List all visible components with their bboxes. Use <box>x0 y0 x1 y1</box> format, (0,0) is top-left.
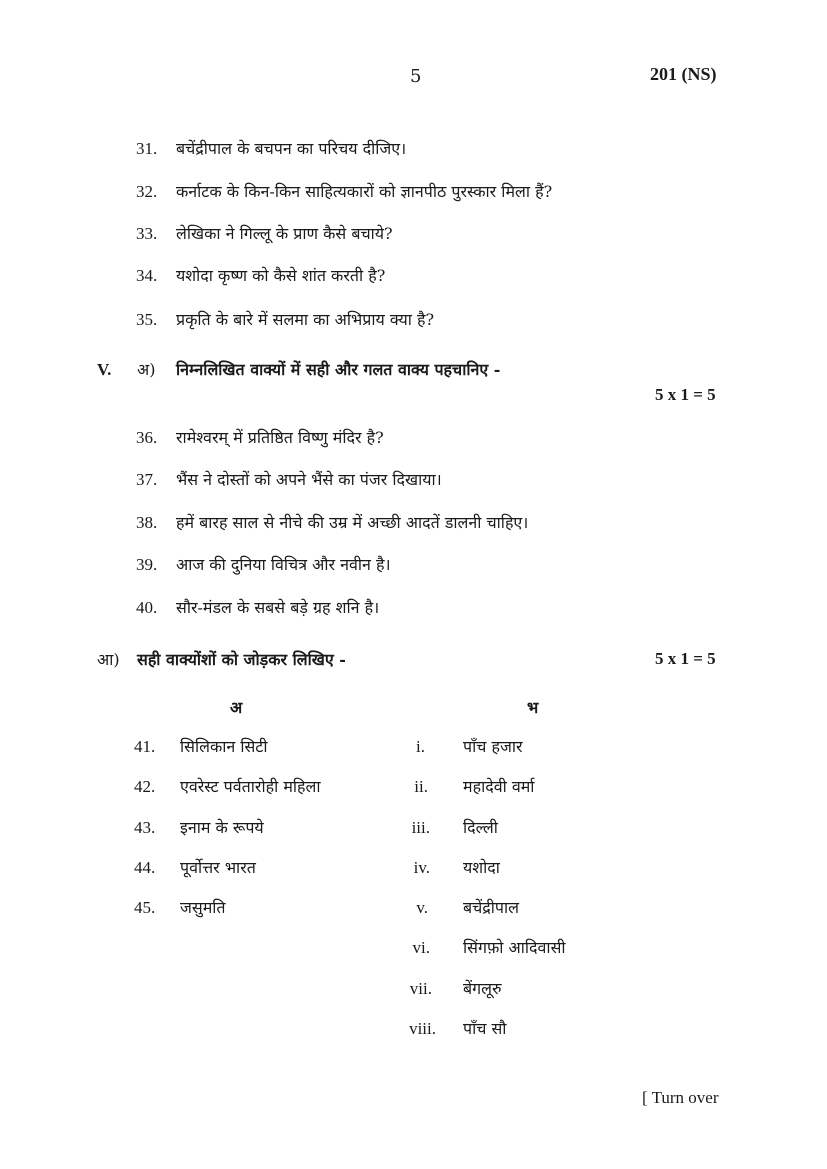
question-text: यशोदा कृष्ण को कैसे शांत करती है? <box>176 266 386 285</box>
question-number: 35. <box>136 310 158 329</box>
column-a-header: अ <box>230 698 243 717</box>
question-number: 34. <box>136 266 158 285</box>
paper-code: 201 (NS) <box>650 64 717 84</box>
item-text: इनाम के रूपये <box>180 818 264 837</box>
item-number: 41. <box>134 737 156 756</box>
section-instruction: निम्नलिखित वाक्यों में सही और गलत वाक्य पहचानिए - <box>176 360 501 379</box>
section-sub-label: अ) <box>137 360 156 379</box>
item-number: v. <box>416 898 428 917</box>
item-text: दिल्ली <box>463 818 498 837</box>
item-text: यशोदा <box>463 858 500 877</box>
question-number: 39. <box>136 555 158 574</box>
item-number: viii. <box>409 1019 436 1038</box>
question-text: प्रकृति के बारे में सलमा का अभिप्राय क्या है? <box>176 310 435 329</box>
item-number: iv. <box>413 858 430 877</box>
section-sub-label: आ) <box>97 650 120 669</box>
item-text: पूर्वोत्तर भारत <box>180 858 256 877</box>
item-text: सिंगफ़ो आदिवासी <box>463 938 566 957</box>
question-text: हमें बारह साल से नीचे की उम्र में अच्छी आदतें डालनी चाहिए। <box>176 513 529 532</box>
question-number: 40. <box>136 598 158 617</box>
question-number: 37. <box>136 470 158 489</box>
question-text: रामेश्वरम् में प्रतिष्ठित विष्णु मंदिर है? <box>176 428 384 447</box>
item-number: i. <box>416 737 425 756</box>
item-number: 45. <box>134 898 156 917</box>
question-number: 36. <box>136 428 158 447</box>
question-number: 33. <box>136 224 158 243</box>
item-number: ii. <box>414 777 428 796</box>
item-number: vii. <box>409 979 432 998</box>
question-text: भैंस ने दोस्तों को अपने भैंसे का पंजर दिखाया। <box>176 470 442 489</box>
item-text: जसुमति <box>180 898 226 917</box>
question-text: कर्नाटक के किन-किन साहित्यकारों को ज्ञानपीठ पुरस्कार मिला हैं? <box>176 182 553 201</box>
question-text: बचेंद्रीपाल के बचपन का परिचय दीजिए। <box>176 139 407 158</box>
section-instruction: सही वाक्योंशों को जोड़कर लिखिए - <box>137 650 346 669</box>
question-text: आज की दुनिया विचित्र और नवीन है। <box>176 555 391 574</box>
question-text: लेखिका ने गिल्लू के प्राण कैसे बचाये? <box>176 224 393 243</box>
question-text: सौर-मंडल के सबसे बड़े ग्रह शनि है। <box>176 598 380 617</box>
column-b-header: भ <box>527 698 539 717</box>
turn-over-note: [ Turn over <box>642 1088 719 1107</box>
section-roman: V. <box>97 360 112 379</box>
question-number: 32. <box>136 182 158 201</box>
item-text: बचेंद्रीपाल <box>463 898 520 917</box>
question-number: 38. <box>136 513 158 532</box>
section-marks: 5 x 1 = 5 <box>655 649 716 668</box>
item-text: पाँच सौ <box>463 1019 507 1038</box>
item-number: 44. <box>134 858 156 877</box>
item-text: पाँच हजार <box>463 737 523 756</box>
item-number: iii. <box>411 818 430 837</box>
item-text: महादेवी वर्मा <box>463 777 535 796</box>
item-text: बेंगलूरु <box>463 979 502 998</box>
item-text: सिलिकान सिटी <box>180 737 268 756</box>
item-number: 42. <box>134 777 156 796</box>
item-number: 43. <box>134 818 156 837</box>
item-number: vi. <box>412 938 430 957</box>
item-text: एवरेस्ट पर्वतारोही महिला <box>180 777 321 796</box>
question-number: 31. <box>136 139 158 158</box>
section-marks: 5 x 1 = 5 <box>655 385 716 404</box>
page-number: 5 <box>410 66 422 87</box>
